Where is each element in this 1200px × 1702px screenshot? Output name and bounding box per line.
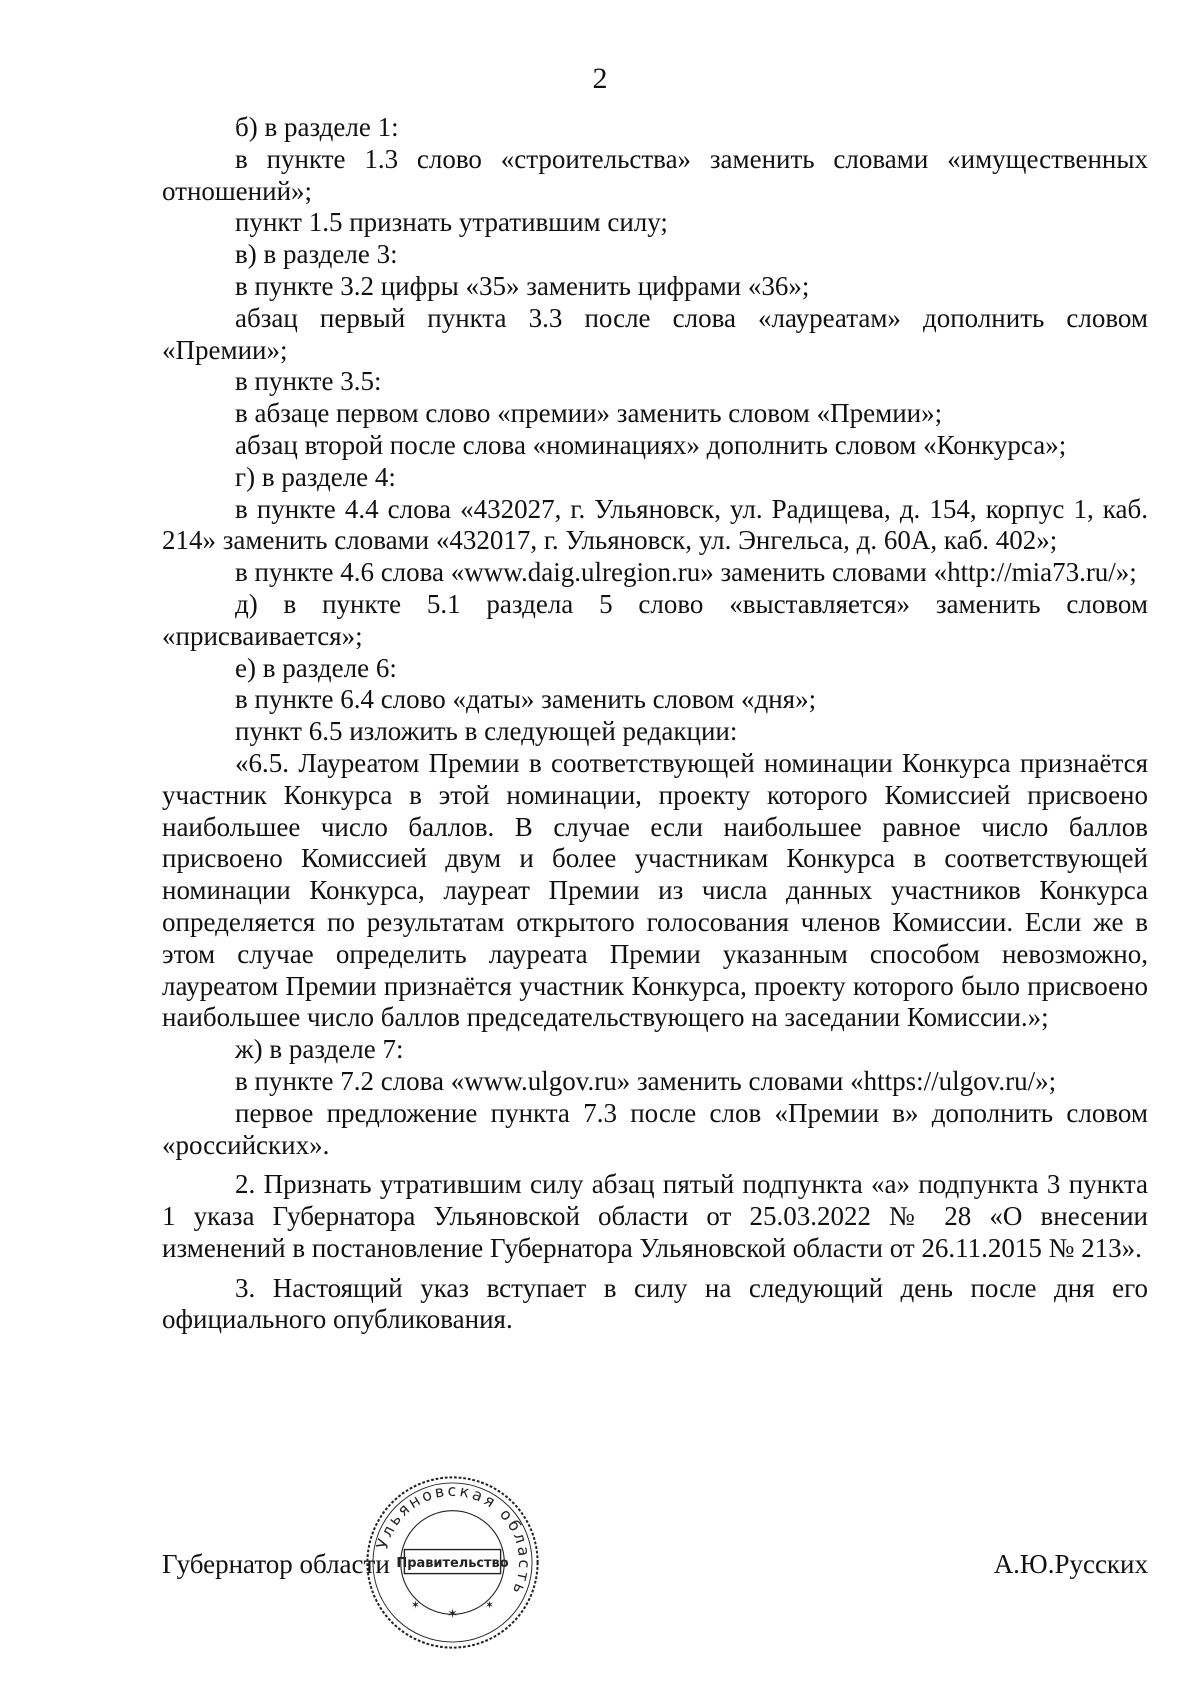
paragraph: «6.5. Лауреатом Премии в соответствующей номинации Конкурса признаётся участник Конкурса в этой номинации, проекту которого Комиссией присвоено наибольшее число баллов. В случае если наибольшее равное число баллов присвоено Комиссией двум и более участникам Конкурса в соответствующей номинации Конкурса, лауреат Премии из числа данных участников Конкурса определяется по результатам открытого голосования членов Комиссии. Если же в этом случае определить лауреата Премии указанным способом невозможно, лауреатом Премии признаётся участник Конкурса, проекту которого было присвоено наибольшее число баллов председательствующего на заседании Комиссии.»;: [162, 747, 1148, 1033]
paragraph: в абзаце первом слово «премии» заменить словом «Премии»;: [235, 398, 943, 429]
signature-block: [162, 1548, 1148, 1588]
paragraph: в пункте 6.4 слово «даты» заменить словом «дня»;: [235, 684, 817, 715]
signature-name: А.Ю.Русских: [993, 1549, 1148, 1579]
paragraph: 3. Настоящий указ вступает в силу на следующий день после дня его официального опубликования.: [162, 1272, 1148, 1335]
paragraph: е) в разделе 6:: [235, 652, 397, 683]
paragraph: в пункте 3.5:: [235, 366, 382, 397]
paragraph: в пункте 3.2 цифры «35» заменить цифрами «36»;: [235, 270, 810, 301]
seal-center-text: Правительство: [396, 1556, 509, 1572]
paragraph: в пункте 1.3 слово «строительства» заменить словами «имущественных отношений»;: [162, 143, 1148, 206]
official-seal: [360, 1470, 545, 1655]
page-number: 2: [592, 62, 608, 95]
paragraph: в) в разделе 3:: [235, 239, 398, 270]
paragraph: г) в разделе 4:: [235, 461, 396, 492]
paragraph: пункт 6.5 изложить в следующей редакции:: [235, 716, 738, 747]
paragraph: д) в пункте 5.1 раздела 5 слово «выставляется» заменить словом «присваивается»;: [162, 588, 1148, 651]
svg-text:✶: ✶: [410, 1599, 421, 1612]
paragraph: б) в разделе 1:: [235, 112, 399, 142]
paragraph: 2. Признать утратившим силу абзац пятый подпункта «а» подпункта 3 пункта 1 указа Губернатора Ульяновской области от 25.03.2022 № 28 «О внесении изменений в постановление Губернатора Ульяновской области от 26.11.2015 № 213».: [162, 1169, 1148, 1263]
paragraph: пункт 1.5 признать утратившим силу;: [235, 207, 668, 238]
seal-ring-text: Ульяновская область: [372, 1480, 535, 1600]
paragraph: в пункте 4.4 слова «432027, г. Ульяновск, ул. Радищева, д. 154, корпус 1, каб. 214» заменить словами «432017, г. Ульяновск, ул. Энгельса, д. 60А, каб. 402»;: [162, 493, 1148, 556]
paragraph: абзац второй после слова «номинациях» дополнить словом «Конкурса»;: [235, 429, 1067, 460]
svg-text:✶: ✶: [484, 1599, 495, 1612]
signature-title: Губернатор области: [162, 1549, 390, 1579]
paragraph: ж) в разделе 7:: [235, 1034, 404, 1065]
paragraph: абзац первый пункта 3.3 после слова «лауреатам» дополнить словом «Премии»;: [162, 302, 1148, 365]
paragraph: в пункте 4.6 слова «www.daig.ulregion.ru» заменить словами «http://mia73.ru/»;: [235, 557, 1137, 588]
svg-text:✶: ✶: [447, 1606, 458, 1621]
document-body: [162, 112, 1148, 1336]
paragraph: первое предложение пункта 7.3 после слов «Премии в» дополнить словом «российских».: [162, 1097, 1148, 1160]
paragraph: в пункте 7.2 слова «www.ulgov.ru» заменить словами «https://ulgov.ru/»;: [235, 1065, 1057, 1096]
